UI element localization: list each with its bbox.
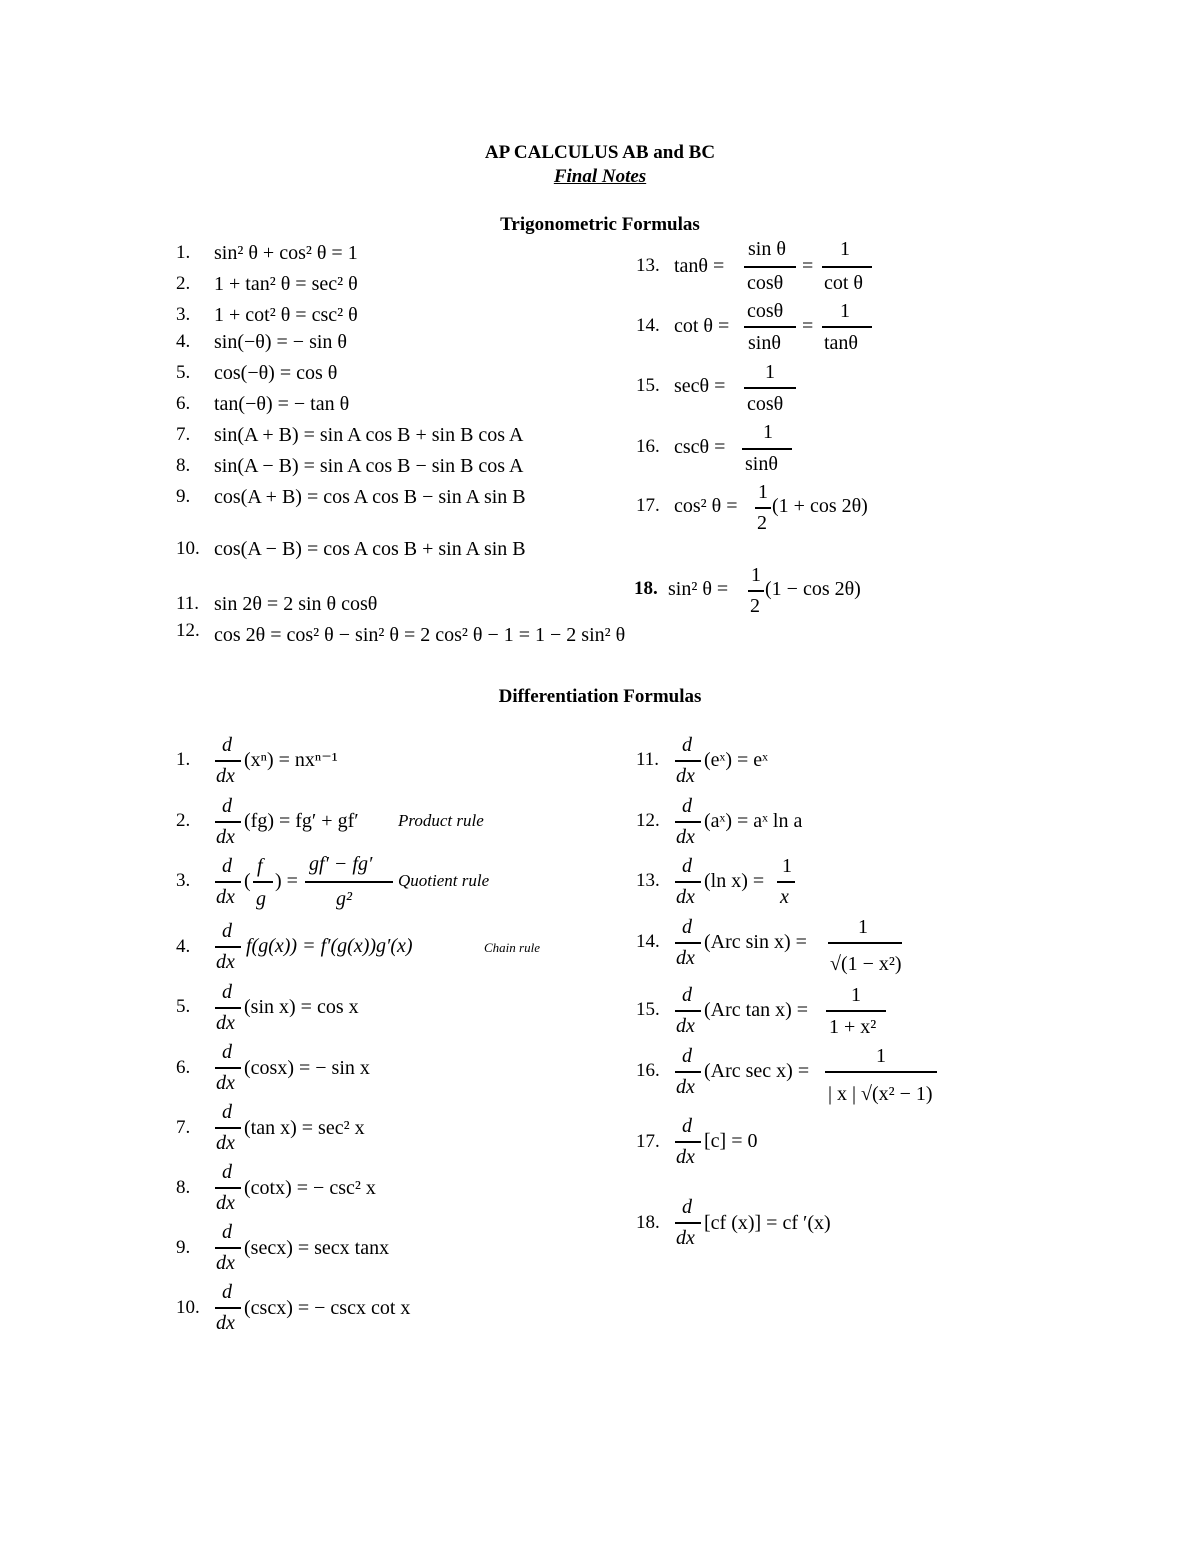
fraction-bar (755, 507, 771, 509)
item-number: 15. (636, 375, 660, 396)
derivative-d: d (682, 984, 692, 1006)
item-number: 7. (176, 424, 191, 445)
fraction-bar (215, 946, 241, 948)
item-number: 6. (176, 393, 191, 414)
item-number: 9. (176, 1237, 191, 1258)
fraction-bar (744, 326, 796, 328)
fraction-bar (744, 387, 796, 389)
item-number: 16. (636, 1060, 660, 1081)
item-number: 11. (636, 749, 660, 770)
fraction-bar (675, 1071, 701, 1073)
derivative-dx: dx (676, 765, 695, 787)
derivative-dx: dx (216, 886, 235, 908)
formula: cos(−θ) = cos θ (214, 362, 338, 384)
fraction-numerator: 1 (758, 481, 768, 503)
rule-label: Quotient rule (398, 871, 490, 890)
item-number: 12. (176, 620, 200, 641)
fraction-bar (748, 590, 764, 592)
fraction-bar (215, 760, 241, 762)
item-number: 13. (636, 870, 660, 891)
derivative-dx: dx (676, 947, 695, 969)
fraction-denominator: cot θ (824, 272, 864, 294)
fraction-bar (742, 448, 792, 450)
derivative-d: d (682, 1045, 692, 1067)
fraction-numerator: 1 (782, 855, 792, 877)
fraction-denominator: 2 (750, 595, 760, 617)
fraction-bar (825, 1071, 937, 1073)
formula: (Arc tan x) = (704, 999, 809, 1021)
formula: sin 2θ = 2 sin θ cosθ (214, 593, 378, 615)
formula: (fg) = fg′ + gf′ (244, 810, 359, 832)
derivative-dx: dx (216, 765, 235, 787)
fraction-numerator: f (257, 855, 263, 877)
document-subtitle: Final Notes (553, 166, 647, 187)
formula: sin² θ + cos² θ = 1 (214, 242, 358, 264)
fraction-denominator: | x | √(x² − 1) (828, 1083, 933, 1105)
item-number: 8. (176, 455, 191, 476)
fraction-numerator: 1 (858, 916, 868, 938)
fraction-denominator: 2 (757, 512, 767, 534)
fraction-bar (826, 1010, 886, 1012)
fraction-bar (675, 1010, 701, 1012)
formula-lhs: cos² θ = (674, 495, 738, 517)
diff-heading: Differentiation Formulas (498, 686, 702, 707)
formula-rhs: (1 + cos 2θ) (772, 495, 868, 517)
item-number: 12. (636, 810, 660, 831)
derivative-dx: dx (216, 826, 235, 848)
fraction-bar (675, 942, 701, 944)
derivative-d: d (222, 1221, 232, 1243)
derivative-d: d (682, 855, 692, 877)
formula-open: ( (244, 870, 251, 892)
item-number: 5. (176, 362, 191, 383)
fraction-numerator: gf′ − fg′ (309, 853, 373, 875)
formula-lhs: secθ = (674, 375, 726, 397)
derivative-dx: dx (676, 886, 695, 908)
item-number: 5. (176, 996, 191, 1017)
fraction-bar (675, 881, 701, 883)
fraction-bar (675, 760, 701, 762)
fraction-denominator: g (256, 888, 266, 910)
derivative-dx: dx (676, 1146, 695, 1168)
fraction-numerator: cosθ (747, 300, 784, 322)
trig-heading: Trigonometric Formulas (500, 214, 700, 235)
fraction-bar (215, 1187, 241, 1189)
fraction-bar (744, 266, 796, 268)
fraction-bar (215, 1247, 241, 1249)
derivative-dx: dx (216, 1012, 235, 1034)
derivative-dx: dx (676, 1227, 695, 1249)
derivative-dx: dx (676, 1015, 695, 1037)
formula-rhs: (1 − cos 2θ) (765, 578, 861, 600)
formula: (secx) = secx tanx (244, 1237, 390, 1259)
item-number: 16. (636, 436, 660, 457)
derivative-d: d (222, 920, 232, 942)
item-number: 6. (176, 1057, 191, 1078)
derivative-dx: dx (216, 1252, 235, 1274)
rule-label: Product rule (398, 811, 484, 830)
document-title: AP CALCULUS AB and BC (484, 142, 716, 163)
formula: (cscx) = − cscx cot x (244, 1297, 411, 1319)
formula: [cf (x)] = cf ′(x) (704, 1212, 831, 1234)
formula: tan(−θ) = − tan θ (214, 393, 350, 415)
formula: (aˣ) = aˣ ln a (704, 810, 803, 832)
fraction-numerator: 1 (876, 1045, 886, 1067)
derivative-d: d (682, 734, 692, 756)
derivative-d: d (222, 1101, 232, 1123)
formula: (cotx) = − csc² x (244, 1177, 376, 1199)
formula-lhs: cot θ = (674, 315, 730, 337)
fraction-bar (253, 881, 273, 883)
item-number: 15. (636, 999, 660, 1020)
fraction-bar (822, 326, 872, 328)
fraction-denominator: sinθ (748, 332, 781, 354)
fraction-numerator: 1 (840, 238, 850, 260)
item-number: 2. (176, 273, 191, 294)
item-number: 3. (176, 304, 191, 325)
derivative-d: d (222, 1041, 232, 1063)
formula: (Arc sin x) = (704, 931, 807, 953)
item-number: 11. (176, 593, 200, 614)
formula: cos 2θ = cos² θ − sin² θ = 2 cos² θ − 1 = 1 − 2 sin² θ (214, 624, 626, 646)
formula-lhs: tanθ = (674, 255, 725, 277)
item-number: 18. (636, 1212, 660, 1233)
fraction-bar (215, 821, 241, 823)
formula-equals: ) = (275, 870, 298, 892)
item-number: 14. (636, 315, 660, 336)
item-number: 17. (636, 495, 660, 516)
item-number: 4. (176, 331, 191, 352)
formula: 1 + tan² θ = sec² θ (214, 273, 358, 295)
fraction-bar (215, 1127, 241, 1129)
item-number: 2. (176, 810, 191, 831)
fraction-bar (822, 266, 872, 268)
formula: (ln x) = (704, 870, 765, 892)
fraction-bar (215, 1307, 241, 1309)
derivative-dx: dx (216, 951, 235, 973)
item-number: 3. (176, 870, 191, 891)
derivative-d: d (682, 795, 692, 817)
formula: [c] = 0 (704, 1130, 758, 1152)
formula-lhs: sin² θ = (668, 578, 729, 600)
formula: 1 + cot² θ = csc² θ (214, 304, 358, 326)
derivative-d: d (222, 981, 232, 1003)
fraction-denominator: g² (336, 888, 352, 910)
fraction-bar (828, 942, 902, 944)
fraction-denominator: √(1 − x²) (830, 953, 902, 975)
item-number: 1. (176, 242, 191, 263)
fraction-bar (215, 1067, 241, 1069)
item-number: 17. (636, 1131, 660, 1152)
formula: sin(A + B) = sin A cos B + sin B cos A (214, 424, 524, 446)
fraction-bar (215, 881, 241, 883)
formula: (Arc sec x) = (704, 1060, 810, 1082)
rule-label: Chain rule (484, 940, 540, 955)
fraction-bar (215, 1007, 241, 1009)
item-number: 10. (176, 538, 200, 559)
formula: (sin x) = cos x (244, 996, 359, 1018)
formula: sin(A − B) = sin A cos B − sin B cos A (214, 455, 524, 477)
derivative-dx: dx (216, 1072, 235, 1094)
fraction-bar (675, 1141, 701, 1143)
formula: (eˣ) = eˣ (704, 749, 768, 771)
formula: (xⁿ) = nxⁿ⁻¹ (244, 749, 338, 771)
fraction-bar (675, 1222, 701, 1224)
item-number: 7. (176, 1117, 191, 1138)
formula-lhs: cscθ = (674, 436, 726, 458)
formula-equals: = (802, 255, 814, 277)
formula: cos(A − B) = cos A cos B + sin A sin B (214, 538, 526, 560)
fraction-bar (777, 881, 795, 883)
item-number: 4. (176, 936, 191, 957)
derivative-dx: dx (676, 1076, 695, 1098)
derivative-d: d (682, 1115, 692, 1137)
derivative-d: d (222, 1161, 232, 1183)
fraction-denominator: cosθ (747, 272, 784, 294)
formula: cos(A + B) = cos A cos B − sin A sin B (214, 486, 526, 508)
formula: (cosx) = − sin x (244, 1057, 370, 1079)
derivative-d: d (222, 795, 232, 817)
derivative-dx: dx (676, 826, 695, 848)
derivative-d: d (222, 855, 232, 877)
fraction-denominator: 1 + x² (829, 1016, 877, 1038)
item-number: 9. (176, 486, 191, 507)
derivative-d: d (682, 916, 692, 938)
derivative-d: d (682, 1196, 692, 1218)
derivative-dx: dx (216, 1192, 235, 1214)
fraction-numerator: 1 (840, 300, 850, 322)
fraction-denominator: cosθ (747, 393, 784, 415)
derivative-dx: dx (216, 1132, 235, 1154)
item-number: 14. (636, 931, 660, 952)
fraction-numerator: 1 (851, 984, 861, 1006)
fraction-numerator: sin θ (748, 238, 786, 260)
derivative-d: d (222, 1281, 232, 1303)
fraction-denominator: sinθ (745, 453, 778, 475)
fraction-numerator: 1 (765, 361, 775, 383)
item-number: 18. (634, 578, 658, 599)
formula-equals: = (802, 315, 814, 337)
fraction-numerator: 1 (751, 564, 761, 586)
derivative-dx: dx (216, 1312, 235, 1334)
item-number: 8. (176, 1177, 191, 1198)
fraction-bar (305, 881, 393, 883)
fraction-bar (675, 821, 701, 823)
item-number: 10. (176, 1297, 200, 1318)
formula: (tan x) = sec² x (244, 1117, 365, 1139)
derivative-d: d (222, 734, 232, 756)
formula: sin(−θ) = − sin θ (214, 331, 347, 353)
fraction-denominator: tanθ (824, 332, 859, 354)
item-number: 1. (176, 749, 191, 770)
formula: f(g(x)) = f′(g(x))g′(x) (246, 935, 413, 957)
item-number: 13. (636, 255, 660, 276)
fraction-numerator: 1 (763, 421, 773, 443)
fraction-denominator: x (780, 886, 789, 908)
